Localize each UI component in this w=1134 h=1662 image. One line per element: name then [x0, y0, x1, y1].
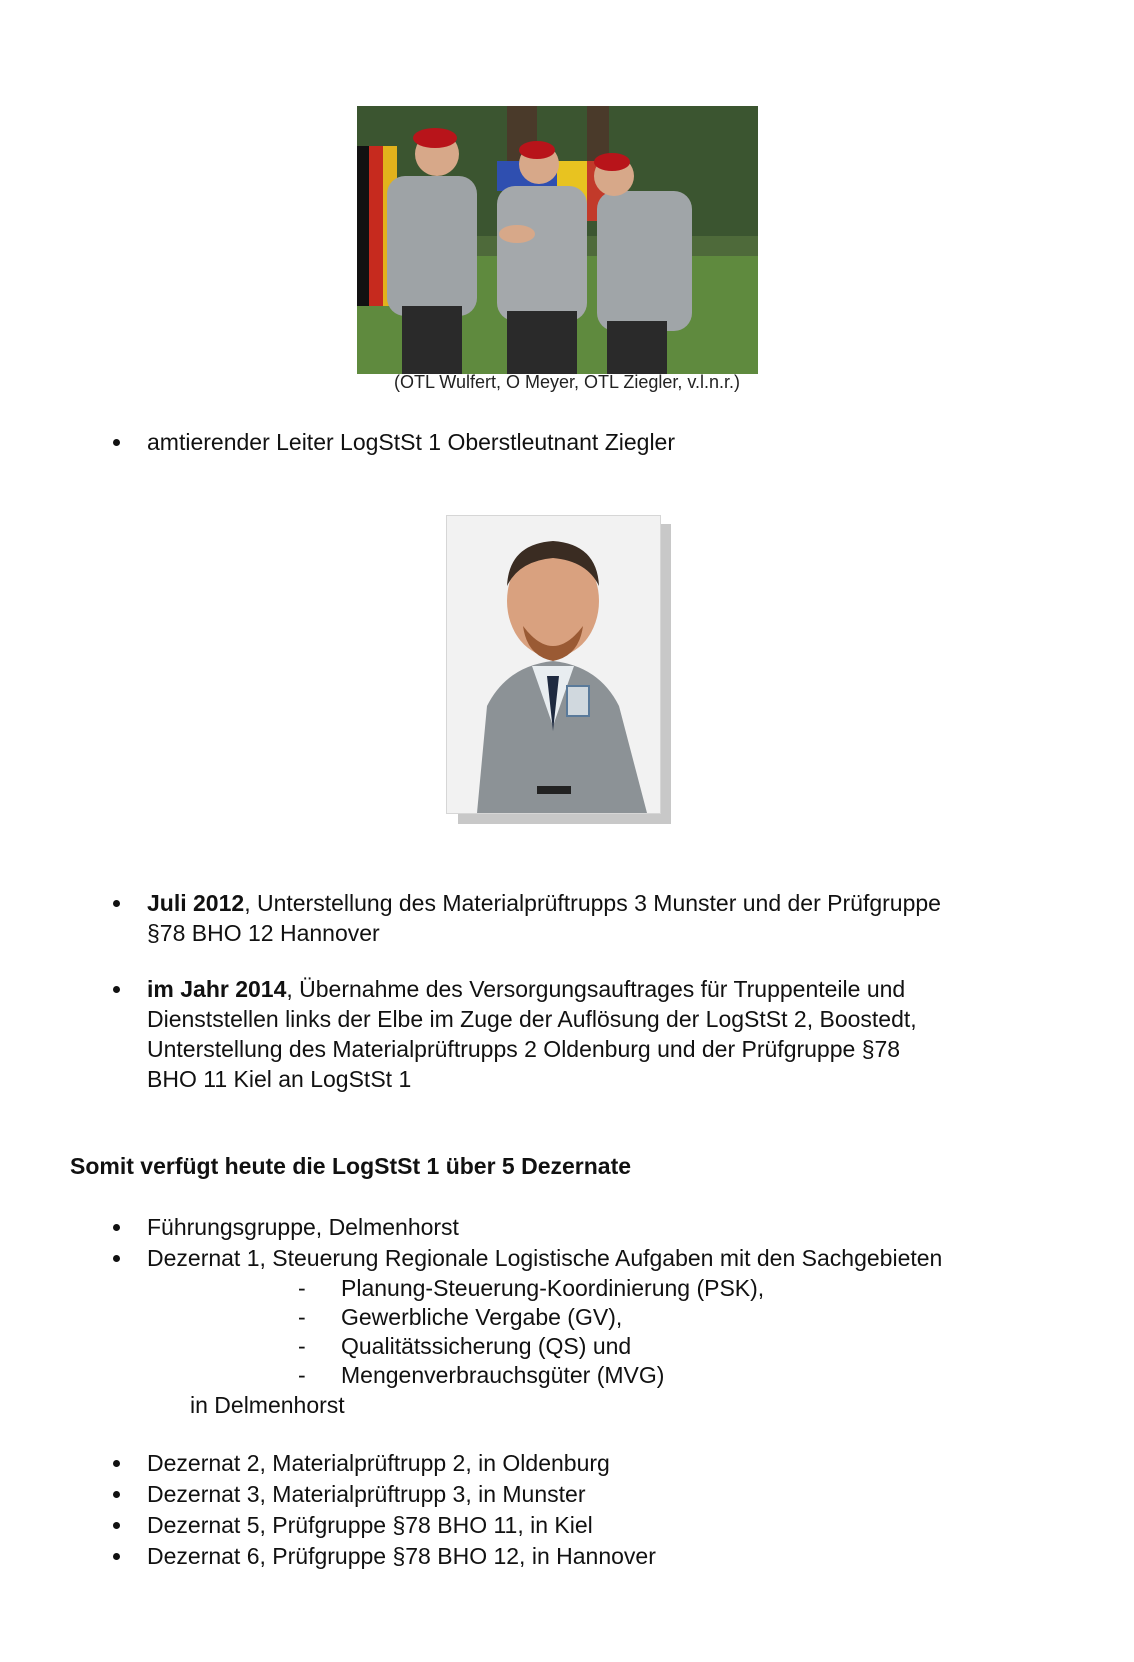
photo-caption-text: (OTL Wulfert, O Meyer, OTL Ziegler, v.l.n.r.) [393, 372, 741, 392]
section-heading: Somit verfügt heute die LogStSt 1 über 5 Dezernate [70, 1153, 632, 1179]
event-date: im Jahr 2014 [147, 976, 287, 1002]
portrait-photo [446, 515, 661, 814]
dash-icon: - [298, 1275, 306, 1301]
sub-list-location: in Delmenhorst [190, 1392, 345, 1418]
dash-icon: - [298, 1333, 306, 1359]
dash-icon: - [298, 1304, 306, 1330]
dash-icon: - [298, 1362, 306, 1388]
group-photo [357, 106, 758, 374]
event-date: Juli 2012 [147, 890, 245, 916]
document-page: (OTL Wulfert, O Meyer, OTL Ziegler, v.l.n.r.) amtierender Leiter LogStSt 1 Oberstleutnant Ziegler Juli 2012, Unterstellung des Materialprüftrupps 3 Munster und der Prüfgruppe §78 BHO 12 Hannover im Jahr 2014, Übernahme des Versorgungsauftrages für Truppenteile und Dienststellen links der Elbe im Zuge der Auflösung der LogStSt 2, Boostedt, Unterstellung des Materialprüftrupps 2 Oldenburg und der Prüfgruppe §78 BHO 11 Kiel an LogStSt 1 Somit verfügt heute die LogStSt 1 über 5 Dezernate Führungsgruppe, Delmenhorst Dezernat 1, Steuerung Regionale Logistische Aufgaben mit den Sachgebieten - Planung-Steuerung-Koordinierung (PSK), - Gewerbliche Vergabe (GV), - Qualitätssicherung (QS) und - Mengenverbrauchsgüter (MVG) in Delmenhorst Dezernat 2, Materialprüftrupp 2, in Oldenburg Dezernat 3, Materialprüftrupp 3, in Munster Dezernat 5, Prüfgruppe §78 BHO 11, in Kiel Dezernat 6, Prüfgruppe §78 BHO 12, in Hannover [0, 0, 1134, 1662]
photo-caption [0, 372, 1134, 393]
